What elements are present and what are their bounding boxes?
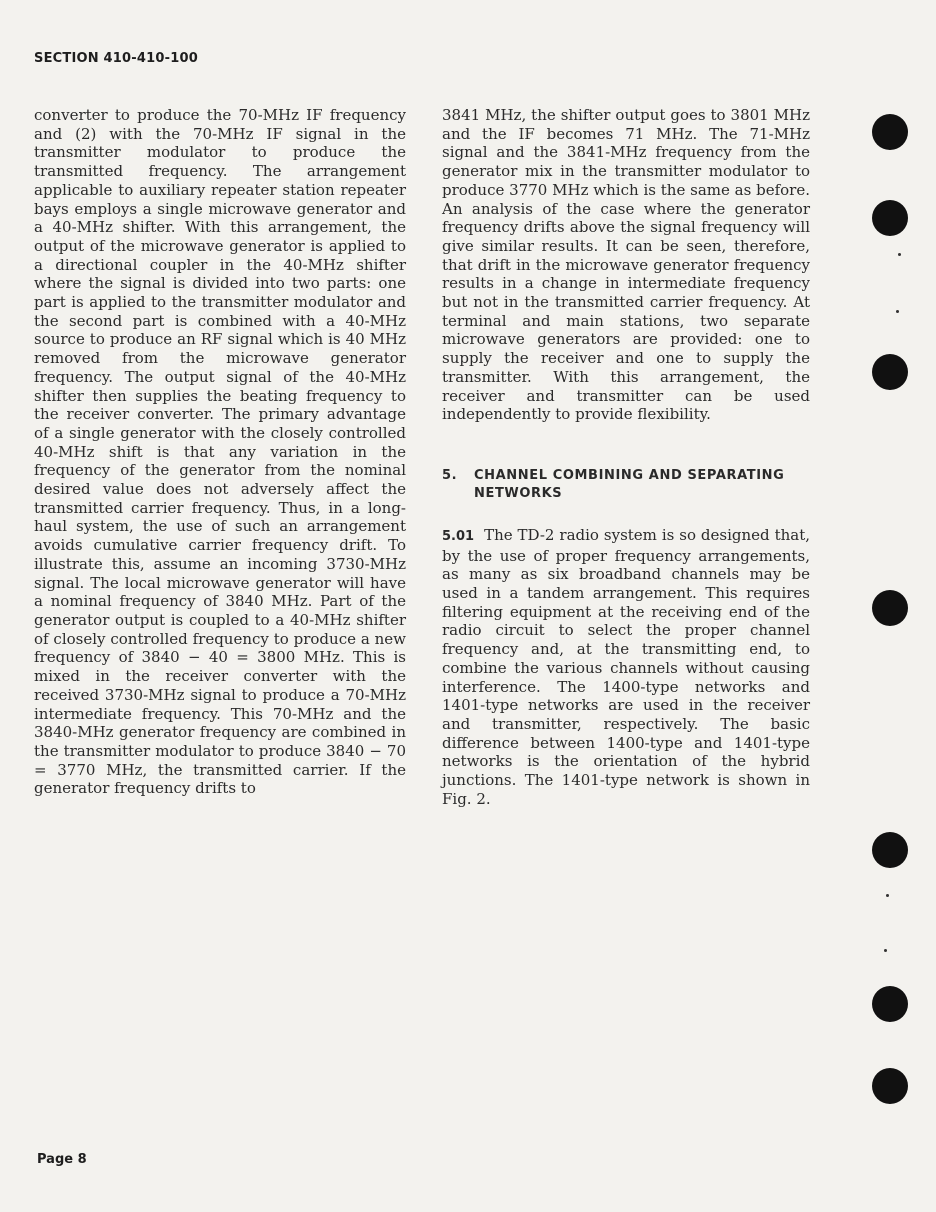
paragraph-text: The TD-2 radio system is so designed that, by the use of proper frequency arrangements, as many as six broadband channels may be used in a tandem arrangement. This requires filtering equipment at the receiving end of the radio circuit to select the proper channel frequency and, at the transmitting end, to combine the various channels without causing interference. The 1400-type networks and 1401-type networks are used in the receiver and transmitter, respectively. The basic difference between 1400-type and 1401-type networks is the orientation of the hybrid junctions. The 1401-type network is shown in Fig. 2.	[442, 525, 810, 808]
punch-hole	[872, 354, 908, 390]
punch-hole	[872, 832, 908, 868]
punch-hole	[872, 1068, 908, 1104]
paragraph-5-01	[442, 526, 810, 809]
page-number: Page 8	[37, 1152, 87, 1167]
punch-hole	[872, 200, 908, 236]
paragraph-number: 5.01	[442, 528, 475, 544]
section-header: SECTION 410-410-100	[34, 51, 198, 66]
body-paragraph: converter to produce the 70-MHz IF frequency and (2) with the 70-MHz IF signal in the transmitter modulator to produce the transmitted frequency. The arrangement applicable to auxiliary repeater station repeater bays employs a single microwave generator and a 40-MHz shifter. With this arrangement, the output of the microwave generator is applied to a directional coupler in the 40-MHz shifter where the signal is divided into two parts: one part is applied to the transmitter modulator and the second part is combined with a 40-MHz source to produce an RF signal which is 40 MHz removed from the microwave generator frequency. The output signal of the 40-MHz shifter then supplies the beating frequency to the receiver converter. The primary advantage of a single generator with the closely controlled 40-MHz shift is that any variation in the frequency of the generator from the nominal desired value does not adversely affect the transmitted carrier frequency. Thus, in a long-haul system, the use of such an arrangement avoids cumulative carrier frequency drift. To illustrate this, assume an incoming 3730-MHz signal. The local microwave generator will have a nominal frequency of 3840 MHz. Part of the generator output is coupled to a 40-MHz shifter of closely controlled frequency to produce a new frequency of 3840 − 40 = 3800 MHz. This is mixed in the receiver converter with the received 3730-MHz signal to produce a 70-MHz intermediate frequency. This 70-MHz and the 3840-MHz generator frequency are combined in the transmitter modulator to produce 3840 − 70 = 3770 MHz, the transmitted carrier. If the generator frequency drifts to	[34, 106, 406, 798]
paper-speck	[884, 949, 887, 952]
body-paragraph-continued: 3841 MHz, the shifter output goes to 3801 MHz and the IF becomes 71 MHz. The 71-MHz signal and the 3841-MHz frequency from the generator mix in the transmitter modulator to produce 3770 MHz which is the same as before. An analysis of the case where the generator frequency drifts above the signal frequency will give similar results. It can be seen, therefore, that drift in the microwave generator frequency results in a change in intermediate frequency but not in the transmitted carrier frequency. At terminal and main stations, two separate microwave generators are provided: one to supply the receiver and one to supply the transmitter. With this arrangement, the receiver and transmitter can be used independently to provide flexibility.	[442, 106, 810, 424]
right-column	[442, 106, 810, 809]
section-heading	[442, 467, 810, 503]
section-heading-text: CHANNEL COMBINING AND SEPARATING NETWORKS	[474, 467, 785, 501]
punch-hole	[872, 590, 908, 626]
section-heading-number: 5.	[442, 467, 458, 483]
punch-hole	[872, 114, 908, 150]
paper-speck	[886, 894, 889, 897]
left-column	[34, 106, 406, 798]
punch-hole	[872, 986, 908, 1022]
paper-speck	[898, 253, 901, 256]
paper-speck	[896, 310, 899, 313]
